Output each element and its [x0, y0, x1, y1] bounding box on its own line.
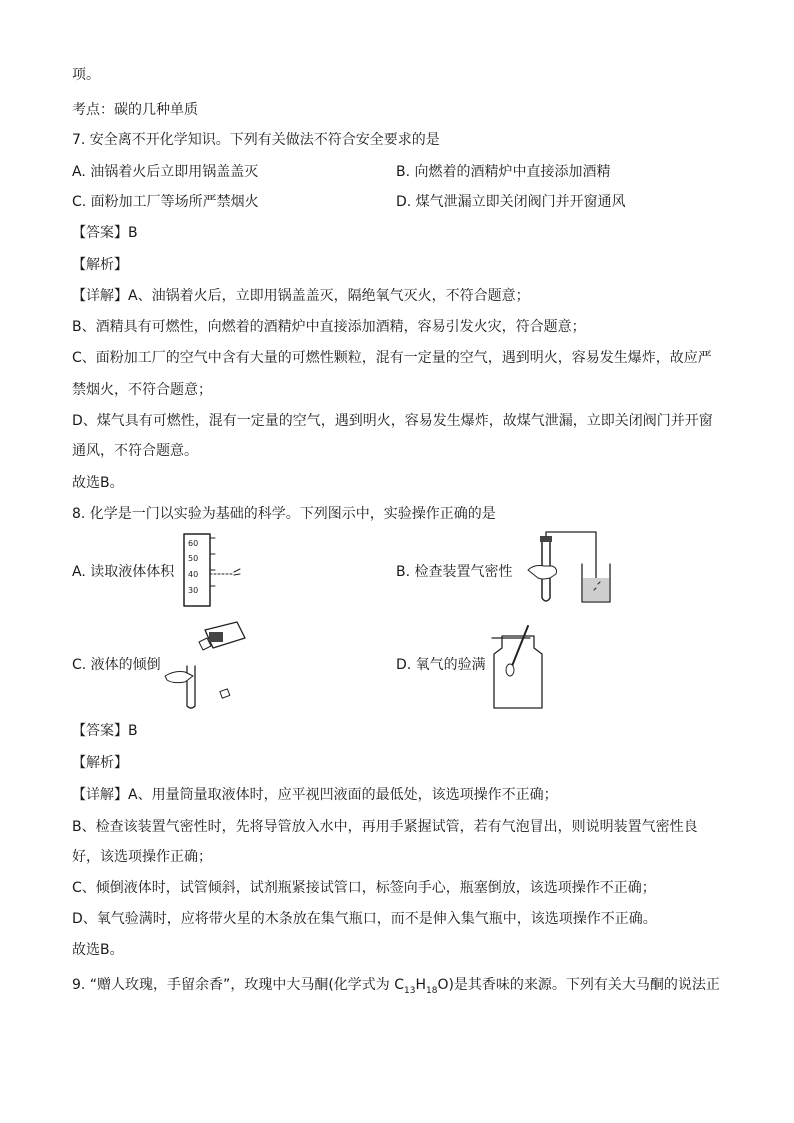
question-9-stem — [72, 976, 720, 996]
q7-option-a: A. 油锅着火后立即用锅盖盖灭 — [72, 164, 259, 180]
q7-detail-d-line2: 通风，不符合题意。 — [72, 443, 198, 459]
formula-subscript-carbon: 13 — [404, 986, 416, 996]
q7-answer: 【答案】B — [72, 225, 138, 241]
formula-subscript-hydrogen: 18 — [425, 986, 438, 996]
question-7-stem: 7. 安全离不开化学知识。下列有关做法不符合安全要求的是 — [72, 132, 440, 148]
airtightness-check-figure — [520, 534, 616, 606]
cylinder-tick-30: 30 — [188, 586, 199, 595]
q8-detail-a: 【详解】A、用量筒量取液体时，应平视凹液面的最低处，该选项操作不正确； — [72, 787, 558, 803]
q7-detail-a: 【详解】A、油锅着火后，立即用锅盖盖灭，隔绝氧气灭火，不符合题意； — [72, 288, 530, 304]
q7-analysis-heading: 【解析】 — [72, 257, 128, 273]
q8-option-d-label: D. 氧气的验满 — [396, 657, 486, 673]
exam-point: 考点：碳的几种单质 — [72, 102, 198, 118]
graduated-cylinder-figure — [180, 534, 250, 606]
q7-option-c: C. 面粉加工厂等场所严禁烟火 — [72, 194, 259, 210]
q9-text-part2: O)是其香味的来源。下列有关大马酮的说法正 — [437, 977, 720, 993]
q7-conclusion: 故选B。 — [72, 475, 124, 491]
q8-detail-b-line2: 好，该选项操作正确； — [72, 849, 212, 865]
q7-detail-c-line1: C、面粉加工厂的空气中含有大量的可燃性颗粒，混有一定量的空气，遇到明火，容易发生爆炸，故应严 — [72, 350, 712, 366]
q8-detail-c: C、倾倒液体时，试管倾斜，试剂瓶紧接试管口，标签向手心，瓶塞倒放，该选项操作不正确； — [72, 880, 656, 896]
q9-text-part1: 9. “赠人玫瑰，手留余香”，玫瑰中大马酮(化学式为 C — [72, 977, 404, 993]
q8-option-c-label: C. 液体的倾倒 — [72, 657, 161, 673]
q8-option-b-label: B. 检查装置气密性 — [396, 564, 513, 580]
q7-detail-b: B、酒精具有可燃性，向燃着的酒精炉中直接添加酒精，容易引发火灾，符合题意； — [72, 319, 586, 335]
liquid-pouring-figure — [165, 614, 255, 710]
q8-conclusion: 故选B。 — [72, 942, 124, 958]
oxygen-test-figure — [488, 624, 548, 712]
q8-detail-d: D、氧气验满时，应将带火星的木条放在集气瓶口，而不是伸入集气瓶中，该选项操作不正确。 — [72, 911, 657, 927]
q8-analysis-heading: 【解析】 — [72, 755, 128, 771]
q7-option-b: B. 向燃着的酒精炉中直接添加酒精 — [396, 164, 611, 180]
cylinder-tick-50: 50 — [188, 554, 199, 563]
formula-hydrogen: H — [415, 977, 426, 993]
q7-detail-c-line2: 禁烟火，不符合题意； — [72, 382, 212, 398]
cylinder-tick-40: 40 — [188, 570, 199, 579]
q7-detail-d-line1: D、煤气具有可燃性，混有一定量的空气，遇到明火，容易发生爆炸，故煤气泄漏，立即关闭阀门并开窗 — [72, 413, 713, 429]
q8-option-a-label: A. 读取液体体积 — [72, 564, 175, 580]
q8-answer: 【答案】B — [72, 723, 138, 739]
cylinder-tick-60: 60 — [188, 539, 199, 548]
question-8-stem: 8. 化学是一门以实验为基础的科学。下列图示中，实验操作正确的是 — [72, 506, 496, 522]
previous-answer-end: 项。 — [72, 67, 100, 83]
q8-detail-b-line1: B、检查该装置气密性时，先将导管放入水中，再用手紧握试管，若有气泡冒出，则说明装置气密性良 — [72, 819, 698, 835]
q7-option-d: D. 煤气泄漏立即关闭阀门并开窗通风 — [396, 194, 626, 210]
